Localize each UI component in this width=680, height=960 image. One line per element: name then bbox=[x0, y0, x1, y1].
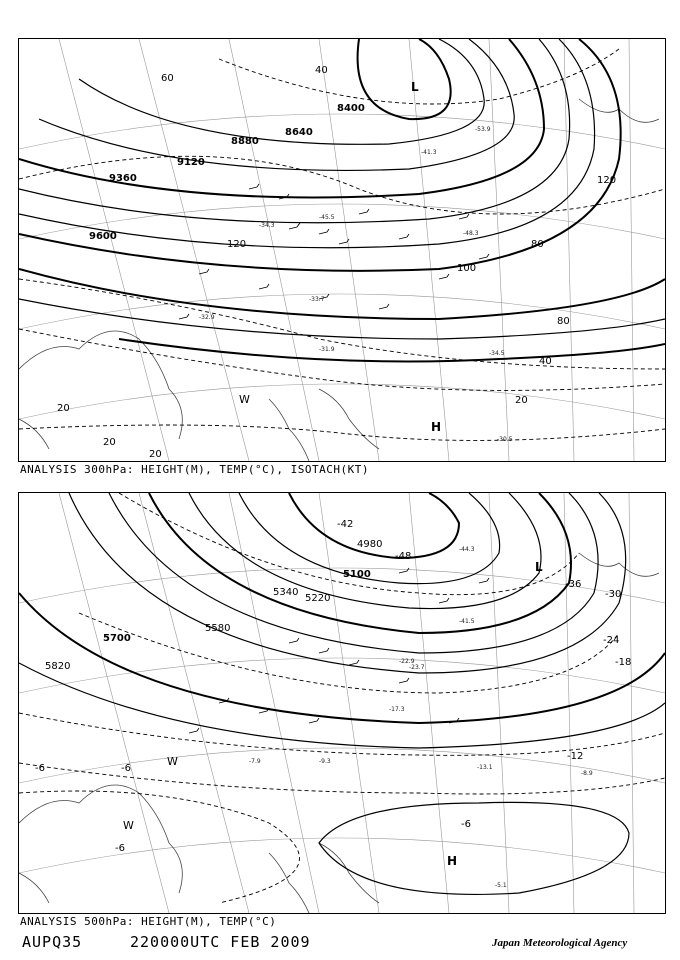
agency-credit: Japan Meteorological Agency bbox=[492, 937, 628, 949]
temp-sample-2: -31.9 bbox=[319, 346, 335, 353]
height-label-5220: 5220 bbox=[305, 593, 331, 604]
isotach-label-100: 100 bbox=[457, 263, 477, 274]
isotach-label-60: 60 bbox=[161, 73, 174, 84]
height-label-5340: 5340 bbox=[273, 587, 299, 598]
warm-center-marker: W bbox=[239, 393, 250, 406]
temp-label-m6b: -6 bbox=[121, 763, 131, 774]
high-center-marker-500: H bbox=[447, 854, 458, 868]
isotach-label-80b: 80 bbox=[557, 316, 570, 327]
isotach-label-120a: 120 bbox=[227, 239, 247, 250]
warm-center-marker-500b: W bbox=[123, 819, 134, 832]
temp-sample-3: -34.5 bbox=[489, 350, 505, 357]
temp-label-m6d: -6 bbox=[461, 819, 471, 830]
temp-label-m18: -18 bbox=[615, 657, 632, 668]
height-label-8880: 8880 bbox=[231, 136, 259, 147]
temp-label-m24: -24 bbox=[603, 635, 620, 646]
map-panel-500hpa bbox=[18, 492, 666, 914]
temp500-sample-8: -8.9 bbox=[581, 770, 593, 777]
coastline-300 bbox=[19, 99, 659, 461]
isotach-label-120b: 120 bbox=[597, 175, 617, 186]
isotach-label-20c: 20 bbox=[149, 449, 162, 460]
temp500-sample-5: -5.1 bbox=[495, 882, 507, 889]
temp-sample-8: -30.5 bbox=[497, 436, 513, 443]
isotach-label-80a: 80 bbox=[531, 239, 544, 250]
height-label-5100: 5100 bbox=[343, 569, 371, 580]
temp-sample-7: -53.9 bbox=[475, 126, 491, 133]
temp500-sample-3: -9.3 bbox=[319, 758, 331, 765]
temp500-sample-10: -22.9 bbox=[399, 658, 415, 665]
isotherms-500 bbox=[19, 493, 665, 903]
temp-label-m48: -48 bbox=[395, 551, 412, 562]
height-label-5820: 5820 bbox=[45, 661, 71, 672]
temp-label-m30: -30 bbox=[605, 589, 622, 600]
isotach-label-20b: 20 bbox=[103, 437, 116, 448]
temp-label-m36: -36 bbox=[565, 579, 582, 590]
height-label-5700: 5700 bbox=[103, 633, 131, 644]
temp-sample-6: -48.3 bbox=[463, 230, 479, 237]
caption-300hpa: ANALYSIS 300hPa: HEIGHT(M), TEMP(°C), ISOTACH(KT) bbox=[20, 463, 370, 476]
temp500-sample-1: -23.7 bbox=[409, 664, 425, 671]
temp500-sample-9: -7.9 bbox=[249, 758, 261, 765]
temp-sample-1: -34.3 bbox=[259, 222, 275, 229]
temp-sample-4: -45.5 bbox=[319, 214, 335, 221]
temp500-sample-4: -13.1 bbox=[477, 764, 493, 771]
temp500-sample-7: -41.5 bbox=[459, 618, 475, 625]
height-label-9360: 9360 bbox=[109, 173, 137, 184]
isotach-label-20a: 20 bbox=[57, 403, 70, 414]
caption-500hpa: ANALYSIS 500hPa: HEIGHT(M), TEMP(°C) bbox=[20, 915, 277, 928]
height-contours-500 bbox=[19, 493, 665, 894]
low-center-marker-500: L bbox=[535, 560, 543, 574]
temp-label-m6c: -6 bbox=[115, 843, 125, 854]
coastline-500 bbox=[19, 553, 659, 913]
valid-time: 220000UTC FEB 2009 bbox=[130, 933, 311, 951]
temp-sample-5: -41.3 bbox=[421, 149, 437, 156]
temp500-sample-6: -44.3 bbox=[459, 546, 475, 553]
height-label-8640: 8640 bbox=[285, 127, 313, 138]
height-label-9120: 9120 bbox=[177, 157, 205, 168]
isotach-label-40b: 40 bbox=[539, 356, 552, 367]
map-panel-300hpa bbox=[18, 38, 666, 462]
height-label-5580: 5580 bbox=[205, 623, 231, 634]
temp-sample-10: -33.7 bbox=[309, 296, 325, 303]
product-code: AUPQ35 bbox=[22, 933, 83, 951]
map-300hpa-svg bbox=[19, 39, 665, 461]
height-label-4980: 4980 bbox=[357, 539, 383, 550]
temp-sample-9: -32.9 bbox=[199, 314, 215, 321]
high-center-marker: H bbox=[431, 420, 442, 434]
low-center-marker: L bbox=[411, 80, 419, 94]
temp-label-m42: -42 bbox=[337, 519, 354, 530]
temp500-sample-2: -17.3 bbox=[389, 706, 405, 713]
height-label-9600: 9600 bbox=[89, 231, 117, 242]
warm-center-marker-500a: W bbox=[167, 755, 178, 768]
temp-label-m12: -12 bbox=[567, 751, 584, 762]
map-500hpa-svg bbox=[19, 493, 665, 913]
temp-label-m6a: -6 bbox=[35, 763, 45, 774]
height-label-8400: 8400 bbox=[337, 103, 365, 114]
station-plots-500 bbox=[189, 568, 489, 733]
isotach-label-20d: 20 bbox=[515, 395, 528, 406]
isotach-label-40a: 40 bbox=[315, 65, 328, 76]
